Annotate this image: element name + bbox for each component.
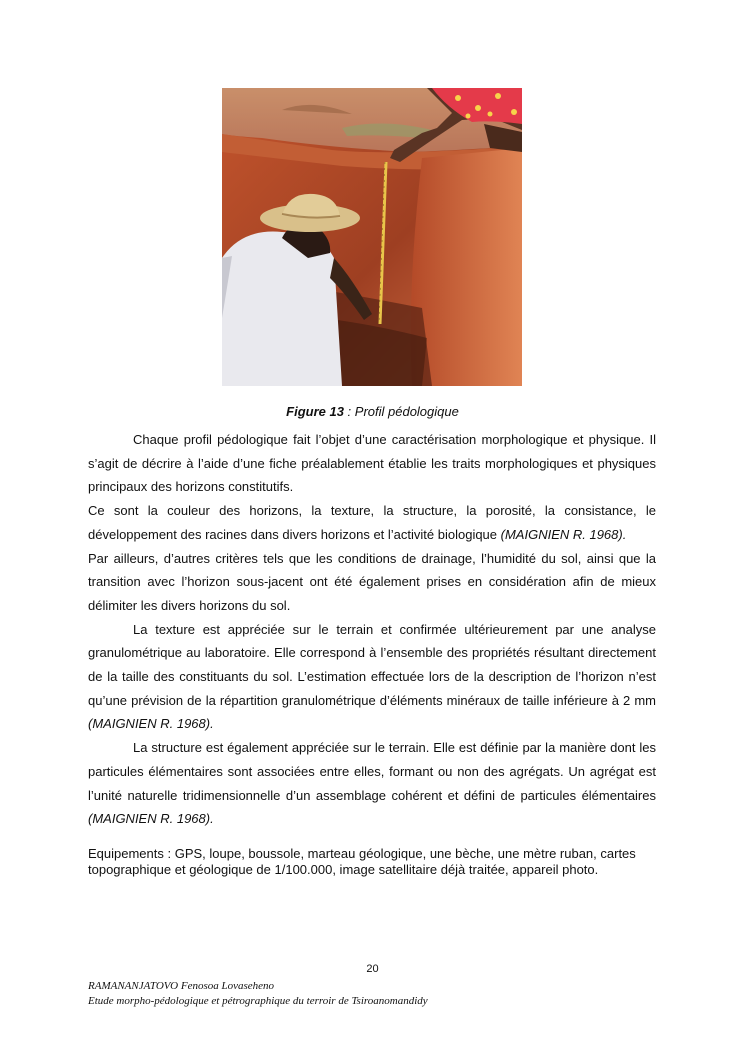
paragraph bbox=[88, 736, 656, 831]
paragraph-text: Chaque profil pédologique fait l’objet d’une caractérisation morphologique et physique. Il s’agit de décrire à l’aide d’une fiche préalablement établie les traits morphologiques et physiques principaux des horizons constitutifs. bbox=[88, 432, 656, 495]
paragraph-text: La texture est appréciée sur le terrain et confirmée ultérieurement par une analyse granulométrique au laboratoire. Elle correspond à l’ensemble des propriétés résultant directement de la taille des constituants du sol. L’estimation effectuée lors de la description de l’horizon n’est qu’une prévision de la répartition granulométrique d’éléments minéraux de taille inférieure à 2 mm bbox=[88, 621, 656, 708]
paragraph bbox=[88, 618, 656, 737]
paragraph-text: Par ailleurs, d’autres critères tels que les conditions de drainage, l’humidité du sol, ainsi que la transition avec l’horizon sous-jacent ont été également prises en considération afin de mieux délimiter les divers horizons du sol. bbox=[88, 550, 656, 613]
paragraph-text: La structure est également appréciée sur le terrain. Elle est définie par la manière dont les particules élémentaires sont associées entre elles, formant ou non des agrégats. Un agrégat est l’unité naturelle tridimensionnelle d’un assemblage cohérent et défini de particules élémentaires bbox=[88, 740, 656, 803]
paragraph-text: Ce sont la couleur des horizons, la texture, la structure, la porosité, la consistance, le développement des racines dans divers horizons et l’activité biologique bbox=[88, 503, 656, 542]
citation: (MAIGNIEN R. 1968). bbox=[500, 526, 627, 542]
citation: (MAIGNIEN R. 1968). bbox=[88, 811, 214, 827]
figure-caption-text: : Profil pédologique bbox=[343, 404, 459, 419]
page-number: 20 bbox=[366, 963, 379, 975]
paragraph bbox=[88, 428, 656, 499]
page-footer bbox=[88, 979, 428, 1009]
equipment-list: Equipements : GPS, loupe, boussole, marteau géologique, une bèche, une mètre ruban, cartes topographique et géologique de 1/100.000, image satellitaire déjà traitée, appareil photo. bbox=[88, 846, 636, 877]
soil-profile-photo bbox=[222, 88, 522, 386]
paragraph bbox=[88, 547, 656, 618]
citation: (MAIGNIEN R. 1968). bbox=[88, 716, 214, 732]
paragraph bbox=[88, 499, 656, 546]
footer-author: RAMANANJATOVO Fenosoa Lovaseheno bbox=[88, 980, 275, 992]
figure-caption bbox=[0, 404, 745, 419]
figure-label: Figure 13 bbox=[286, 404, 344, 419]
body-text bbox=[88, 428, 656, 831]
footer-title: Etude morpho-pédologique et pétrographique du terroir de Tsiroanomandidy bbox=[88, 995, 428, 1007]
